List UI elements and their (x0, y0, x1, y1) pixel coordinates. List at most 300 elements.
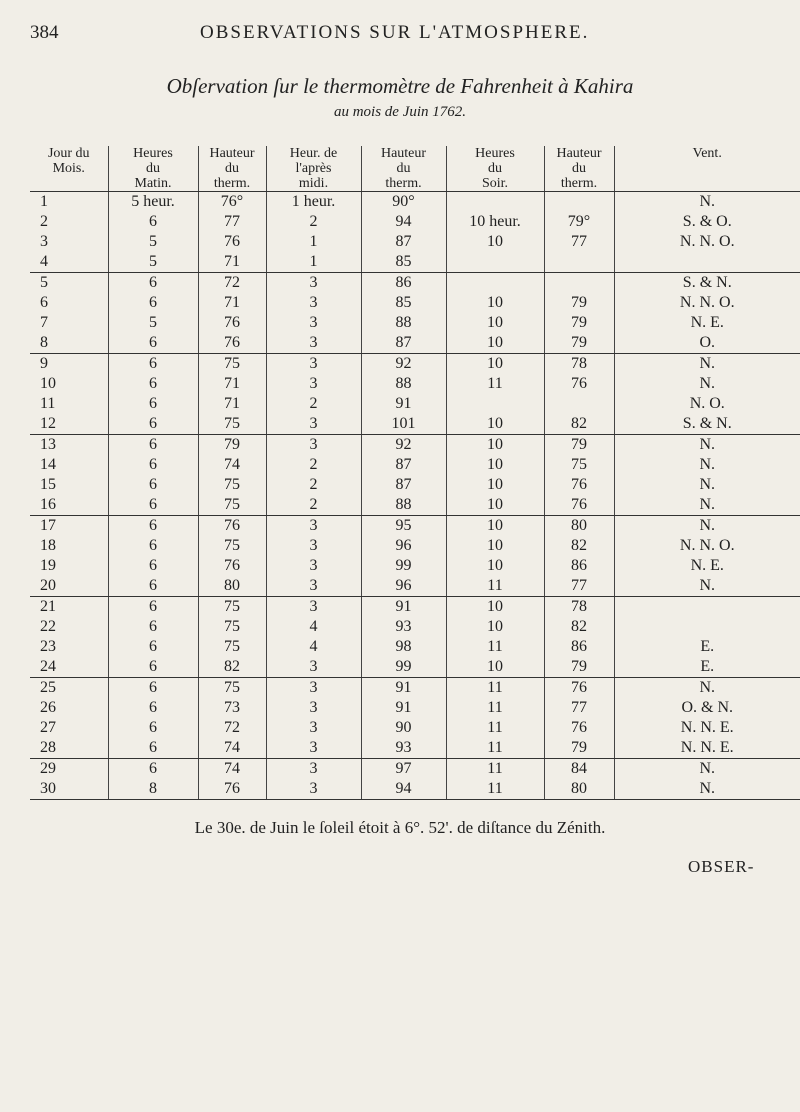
table-row (30, 597, 800, 618)
column-header-line: Vent. (692, 146, 722, 161)
column-header-line: Hauteur (556, 146, 602, 161)
table-cell: 71 (198, 293, 266, 313)
table-cell: 96 (361, 576, 446, 597)
table-cell: 6 (108, 374, 198, 394)
table-cell: 75 (198, 617, 266, 637)
table-cell: 4 (266, 617, 361, 637)
column-header-line: therm. (560, 176, 598, 191)
table-cell: N. O. (689, 395, 725, 412)
table-cell: 3 (266, 333, 361, 354)
table-cell: 74 (198, 738, 266, 759)
table-cell: N. (699, 679, 716, 696)
table-cell: 82 (544, 536, 614, 556)
table-cell: 84 (544, 759, 614, 780)
table-cell: 75 (198, 495, 266, 516)
table-cell: 6 (108, 394, 198, 414)
table-cell: 3 (266, 435, 361, 456)
table-row (30, 617, 800, 637)
header-row (30, 146, 800, 192)
table-cell: 6 (108, 333, 198, 354)
table-cell: 77 (544, 576, 614, 597)
table-row (30, 475, 800, 495)
column-header-line: du (396, 161, 411, 176)
table-cell: 3 (266, 374, 361, 394)
table-cell: 79 (544, 435, 614, 456)
table-cell (446, 252, 544, 273)
column-header-line: therm. (213, 176, 251, 191)
table-cell: 91 (361, 394, 446, 414)
table-cell: 3 (266, 536, 361, 556)
table-cell: 78 (544, 597, 614, 618)
table-cell (544, 273, 614, 294)
table-cell: 85 (361, 252, 446, 273)
table-cell: 79 (544, 293, 614, 313)
table-cell: N. (614, 495, 800, 516)
table-cell: 10 (446, 435, 544, 456)
table-cell: 82 (544, 617, 614, 637)
table-cell: 2 (266, 455, 361, 475)
catchword: OBSER- (688, 857, 755, 876)
table-row (30, 678, 800, 699)
table-cell: 87 (361, 455, 446, 475)
column-header (266, 146, 361, 192)
table-cell: N. (614, 779, 800, 800)
table-cell: 3 (266, 516, 361, 537)
table-row (30, 455, 800, 475)
table-cell: 76 (544, 495, 614, 516)
table-cell: O. (614, 333, 800, 354)
table-cell: 11 (446, 738, 544, 759)
table-cell: 6 (108, 698, 198, 718)
table-cell: 95 (361, 516, 446, 537)
table-cell: 90 (361, 718, 446, 738)
table-row (30, 637, 800, 657)
table-cell: 10 (446, 475, 544, 495)
column-header-line: Soir. (481, 176, 509, 191)
table-cell: 6 (108, 455, 198, 475)
table-row (30, 435, 800, 456)
table-cell (446, 394, 544, 414)
table-cell: N. N. E. (680, 719, 734, 736)
table-cell: 82 (544, 414, 614, 435)
table-cell: 10 (30, 374, 108, 394)
table-cell: 7 (30, 313, 108, 333)
table-cell: 94 (361, 779, 446, 800)
table-cell: 80 (544, 516, 614, 537)
table-cell: 11 (446, 718, 544, 738)
table-cell: 8 (30, 333, 108, 354)
table-cell: 76 (198, 516, 266, 537)
table-cell: 3 (266, 354, 361, 375)
table-cell: 15 (30, 475, 108, 495)
column-header (614, 146, 800, 192)
column-header (30, 146, 108, 192)
table-cell: 10 (446, 333, 544, 354)
table-cell: 75 (198, 475, 266, 495)
table-cell: O. & N. (681, 699, 734, 716)
table-row (30, 354, 800, 375)
table-cell: 10 (446, 293, 544, 313)
table-cell: N. (614, 576, 800, 597)
table-cell: 71 (198, 394, 266, 414)
table-row (30, 657, 800, 678)
table-cell: 9 (30, 354, 108, 375)
table-row (30, 779, 800, 800)
table-row (30, 273, 800, 294)
footnote: Le 30e. de Juin le ſoleil étoit à 6°. 52'. de diſtance du Zénith. (194, 818, 606, 837)
table-cell: 6 (108, 738, 198, 759)
table-cell: 75 (198, 637, 266, 657)
table-row (30, 394, 800, 414)
column-header-line: Heures (133, 146, 173, 161)
table-cell: 3 (266, 273, 361, 294)
table-cell: 14 (30, 455, 108, 475)
table-row (30, 718, 800, 738)
table-cell: 1 (266, 252, 361, 273)
table-cell: S. & O. (682, 213, 732, 230)
table-cell: 6 (108, 556, 198, 576)
table-cell (544, 192, 614, 213)
table-cell: N. (699, 760, 716, 777)
table-row (30, 192, 800, 213)
table-cell: 8 (108, 779, 198, 800)
table-title: Obſervation ſur le thermomètre de Fahrenheit à Kahira (166, 74, 634, 98)
table-cell: 97 (361, 759, 446, 780)
table-row (30, 738, 800, 759)
table-cell: 6 (108, 516, 198, 537)
table-cell: 6 (30, 293, 108, 313)
table-cell: 19 (30, 556, 108, 576)
table-row (30, 556, 800, 576)
table-cell: 10 (446, 354, 544, 375)
table-row (30, 576, 800, 597)
table-row (30, 374, 800, 394)
table-cell: 94 (361, 212, 446, 232)
table-cell: 20 (30, 576, 108, 597)
table-cell: 86 (544, 637, 614, 657)
table-cell: 4 (30, 252, 108, 273)
table-cell: 75 (198, 536, 266, 556)
table-cell: 76 (544, 678, 614, 699)
column-header-line: Matin. (134, 176, 172, 191)
table-cell: N. N. E. (614, 738, 800, 759)
table-cell: 2 (266, 212, 361, 232)
table-cell: 99 (361, 657, 446, 678)
table-cell: 78 (544, 354, 614, 375)
column-header (108, 146, 198, 192)
table-cell: 5 (108, 252, 198, 273)
table-row (30, 495, 800, 516)
table-cell: 87 (361, 333, 446, 354)
table-cell: N. E. (690, 314, 724, 331)
table-cell: 3 (266, 414, 361, 435)
table-cell: 1 heur. (266, 192, 361, 213)
table-cell: 6 (108, 435, 198, 456)
table-cell: 85 (361, 293, 446, 313)
table-cell: N. (699, 355, 716, 372)
column-header-line: du (146, 161, 160, 176)
table-row (30, 414, 800, 435)
table-cell: 10 (446, 597, 544, 618)
table-cell: 3 (266, 657, 361, 678)
table-cell: 5 (108, 313, 198, 333)
table-cell: 11 (446, 779, 544, 800)
column-header-line: Hauteur (380, 146, 427, 161)
table-cell: 6 (108, 759, 198, 780)
table-cell: 3 (266, 759, 361, 780)
table-cell: N. N. O. (679, 233, 735, 250)
table-cell: N. (699, 193, 716, 210)
table-cell: 75 (198, 678, 266, 699)
table-cell (446, 273, 544, 294)
table-cell: 80 (544, 779, 614, 800)
table-cell: 13 (30, 435, 108, 456)
table-cell: 6 (108, 414, 198, 435)
table-cell: N. E. (690, 557, 724, 574)
table-cell: 72 (198, 273, 266, 294)
table-cell: 10 (446, 556, 544, 576)
table-cell: 5 (30, 273, 108, 294)
table-cell: 87 (361, 475, 446, 495)
table-cell: 74 (198, 455, 266, 475)
table-cell: 92 (361, 435, 446, 456)
column-header-line: du (488, 161, 502, 176)
column-header-line: du (572, 161, 586, 176)
table-cell: 6 (108, 657, 198, 678)
column-header (198, 146, 266, 192)
table-cell: 5 heur. (108, 192, 198, 213)
table-cell: 76 (198, 313, 266, 333)
table-cell: 71 (198, 374, 266, 394)
table-cell: 5 (108, 232, 198, 252)
table-cell: 71 (198, 252, 266, 273)
table-cell: 93 (361, 738, 446, 759)
table-cell: S. & N. (614, 414, 800, 435)
table-cell: 3 (266, 718, 361, 738)
table-cell: 11 (30, 394, 108, 414)
table-cell: 3 (266, 597, 361, 618)
column-header-line: l'après (295, 161, 332, 176)
table-cell: 10 (446, 516, 544, 537)
table-cell: E. (700, 638, 715, 655)
table-cell: 73 (198, 698, 266, 718)
table-cell: 77 (544, 232, 614, 252)
table-cell: 3 (266, 313, 361, 333)
thermometer-table (30, 146, 800, 800)
table-cell: 90° (361, 192, 446, 213)
table-cell: 77 (198, 212, 266, 232)
table-cell: 75 (544, 455, 614, 475)
table-cell: 88 (361, 313, 446, 333)
table-cell: 77 (544, 698, 614, 718)
table-cell: 88 (361, 374, 446, 394)
table-cell: 6 (108, 718, 198, 738)
table-cell: N. N. O. (679, 537, 735, 554)
table-cell: 11 (446, 637, 544, 657)
table-cell: 29 (30, 759, 108, 780)
table-cell: 91 (361, 597, 446, 618)
table-cell: 10 (446, 617, 544, 637)
table-cell: 91 (361, 698, 446, 718)
table-cell: 11 (446, 374, 544, 394)
table-cell: 26 (30, 698, 108, 718)
table-cell: 76 (198, 333, 266, 354)
column-header-line: Hauteur (209, 146, 255, 161)
table-cell: 76 (544, 374, 614, 394)
table-cell: 4 (266, 637, 361, 657)
table-cell: 11 (446, 759, 544, 780)
table-cell: 3 (266, 556, 361, 576)
table-cell: 10 (446, 414, 544, 435)
table-cell: 30 (30, 779, 108, 800)
table-cell: 72 (198, 718, 266, 738)
page-number: 384 (30, 22, 59, 43)
table-cell: 98 (361, 637, 446, 657)
table-cell: 92 (361, 354, 446, 375)
table-cell: 86 (544, 556, 614, 576)
column-header-line: Jour du (47, 146, 90, 161)
table-cell: 75 (198, 414, 266, 435)
table-cell: 10 (446, 657, 544, 678)
table-subtitle: au mois de Juin 1762. (333, 104, 467, 120)
table-cell: E. (614, 657, 800, 678)
table-cell: 24 (30, 657, 108, 678)
column-header-line: therm. (385, 176, 422, 191)
table-row (30, 698, 800, 718)
table-cell: 6 (108, 597, 198, 618)
table-cell: 91 (361, 678, 446, 699)
table-cell: 10 (446, 232, 544, 252)
table-row (30, 212, 800, 232)
table-cell: N. (699, 456, 716, 473)
table-cell: 1 (30, 192, 108, 213)
table-cell: 16 (30, 495, 108, 516)
table-cell: 80 (198, 576, 266, 597)
table-cell: 75 (198, 354, 266, 375)
table-row (30, 252, 800, 273)
table-cell: 3 (266, 576, 361, 597)
table-cell: 6 (108, 617, 198, 637)
table-cell: 6 (108, 212, 198, 232)
table-cell: 79 (544, 657, 614, 678)
table-cell: 79 (544, 313, 614, 333)
table-cell: 76 (544, 718, 614, 738)
column-header-line: Heur. de (289, 146, 338, 161)
table-cell: 12 (30, 414, 108, 435)
table-cell: 11 (446, 698, 544, 718)
table-cell: 6 (108, 576, 198, 597)
table-cell: 79 (544, 738, 614, 759)
table-cell: 6 (108, 495, 198, 516)
table-cell: 17 (30, 516, 108, 537)
table-cell: 6 (108, 354, 198, 375)
table-cell: 10 (446, 455, 544, 475)
column-header-line: du (225, 161, 239, 176)
table-cell: 3 (266, 738, 361, 759)
table-cell: 76 (198, 779, 266, 800)
column-header (361, 146, 446, 192)
table-cell: 22 (30, 617, 108, 637)
table-cell: 6 (108, 273, 198, 294)
table-cell: 101 (361, 414, 446, 435)
table-cell: 3 (30, 232, 108, 252)
table-cell: 93 (361, 617, 446, 637)
table-cell: 2 (266, 495, 361, 516)
table-cell: 27 (30, 718, 108, 738)
table-cell: 10 (446, 495, 544, 516)
table-cell (446, 192, 544, 213)
table-cell: 2 (266, 394, 361, 414)
table-cell: N. (699, 375, 716, 392)
table-cell: 25 (30, 678, 108, 699)
table-body (30, 192, 800, 800)
table-cell: 3 (266, 779, 361, 800)
table-cell: 3 (266, 293, 361, 313)
column-header-line: Heures (475, 146, 515, 161)
table-cell: 87 (361, 232, 446, 252)
table-cell (614, 597, 800, 618)
table-row (30, 313, 800, 333)
table-cell: S. & N. (682, 274, 732, 291)
column-header-line: midi. (298, 176, 329, 191)
table-cell: 23 (30, 637, 108, 657)
table-cell: N. (699, 517, 716, 534)
table-cell: 6 (108, 637, 198, 657)
table-cell: 75 (198, 597, 266, 618)
table-cell: N. N. O. (679, 294, 735, 311)
table-row (30, 333, 800, 354)
table-cell: 82 (198, 657, 266, 678)
table-cell (614, 252, 800, 273)
table-cell: 88 (361, 495, 446, 516)
table-cell: 10 heur. (446, 212, 544, 232)
table-row (30, 536, 800, 556)
table-cell: 74 (198, 759, 266, 780)
table-cell: 76 (198, 556, 266, 576)
table-cell: 79° (544, 212, 614, 232)
table-cell: 2 (30, 212, 108, 232)
table-cell: 96 (361, 536, 446, 556)
table-cell: 86 (361, 273, 446, 294)
table-cell (614, 617, 800, 637)
running-head: OBSERVATIONS SUR L'ATMOSPHERE. (200, 22, 590, 43)
table-cell: 10 (446, 536, 544, 556)
table-cell: N. (699, 436, 716, 453)
table-cell: 11 (446, 678, 544, 699)
table-cell: 21 (30, 597, 108, 618)
table-cell: N. (699, 476, 716, 493)
table-cell: 79 (544, 333, 614, 354)
column-header (544, 146, 614, 192)
table-cell: 3 (266, 678, 361, 699)
column-header-line: Mois. (52, 161, 85, 176)
table-cell: 6 (108, 536, 198, 556)
table-row (30, 516, 800, 537)
table-cell: 79 (198, 435, 266, 456)
table-row (30, 759, 800, 780)
table-cell: 6 (108, 678, 198, 699)
table-cell: 76° (198, 192, 266, 213)
table-cell: 76 (544, 475, 614, 495)
table-row (30, 293, 800, 313)
table-cell: 99 (361, 556, 446, 576)
table-cell: 28 (30, 738, 108, 759)
table-cell: 1 (266, 232, 361, 252)
column-header (446, 146, 544, 192)
table-cell: 2 (266, 475, 361, 495)
table-row (30, 232, 800, 252)
table-cell (544, 394, 614, 414)
